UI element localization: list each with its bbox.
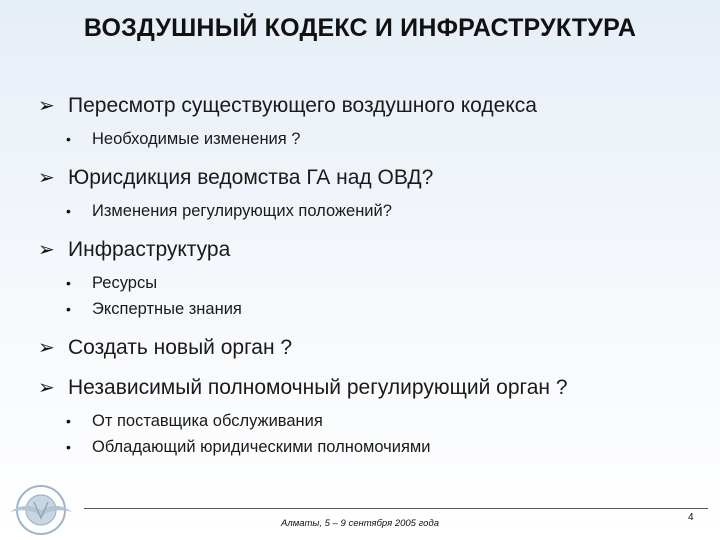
sub-list-item (66, 434, 708, 460)
sub-list-item (66, 270, 708, 296)
footer-location-date: Алматы, 5 – 9 сентября 2005 года (281, 518, 439, 529)
list-item (38, 164, 708, 224)
slide-content (38, 92, 708, 472)
arrow-bullet-icon: ➢ (38, 239, 55, 261)
subitem-text: Необходимые изменения ? (92, 130, 301, 148)
arrow-bullet-icon: ➢ (38, 337, 55, 359)
item-text: Создать новый орган ? (68, 336, 293, 359)
subitem-text: От поставщика обслуживания (92, 412, 323, 430)
arrow-bullet-icon: ➢ (38, 167, 55, 189)
dot-bullet-icon: • (66, 439, 71, 455)
list-item (38, 334, 708, 362)
dot-bullet-icon: • (66, 131, 71, 147)
page-number: 4 (688, 512, 694, 523)
sub-list-item (66, 198, 708, 224)
arrow-bullet-icon: ➢ (38, 95, 55, 117)
sub-list-item (66, 296, 708, 322)
item-text: Независимый полномочный регулирующий орган ? (68, 376, 568, 399)
list-item (38, 92, 708, 152)
item-text: Юрисдикция ведомства ГА над ОВД? (68, 166, 434, 189)
subitem-text: Ресурсы (92, 274, 158, 292)
dot-bullet-icon: • (66, 301, 71, 317)
footer-divider (84, 508, 708, 509)
slide-title: ВОЗДУШНЫЙ КОДЕКС И ИНФРАСТРУКТУРА (83, 14, 637, 42)
dot-bullet-icon: • (66, 275, 71, 291)
item-text: Инфраструктура (68, 238, 231, 261)
subitem-text: Обладающий юридическими полномочиями (92, 438, 431, 456)
sub-list-item (66, 408, 708, 434)
arrow-bullet-icon: ➢ (38, 377, 55, 399)
subitem-text: Экспертные знания (92, 300, 242, 318)
dot-bullet-icon: • (66, 203, 71, 219)
subitem-text: Изменения регулирующих положений? (92, 202, 392, 220)
dot-bullet-icon: • (66, 413, 71, 429)
list-item (38, 374, 708, 460)
sub-list-item (66, 126, 708, 152)
list-item (38, 236, 708, 322)
icao-emblem-icon (6, 480, 76, 538)
item-text: Пересмотр существующего воздушного кодекса (68, 94, 537, 117)
